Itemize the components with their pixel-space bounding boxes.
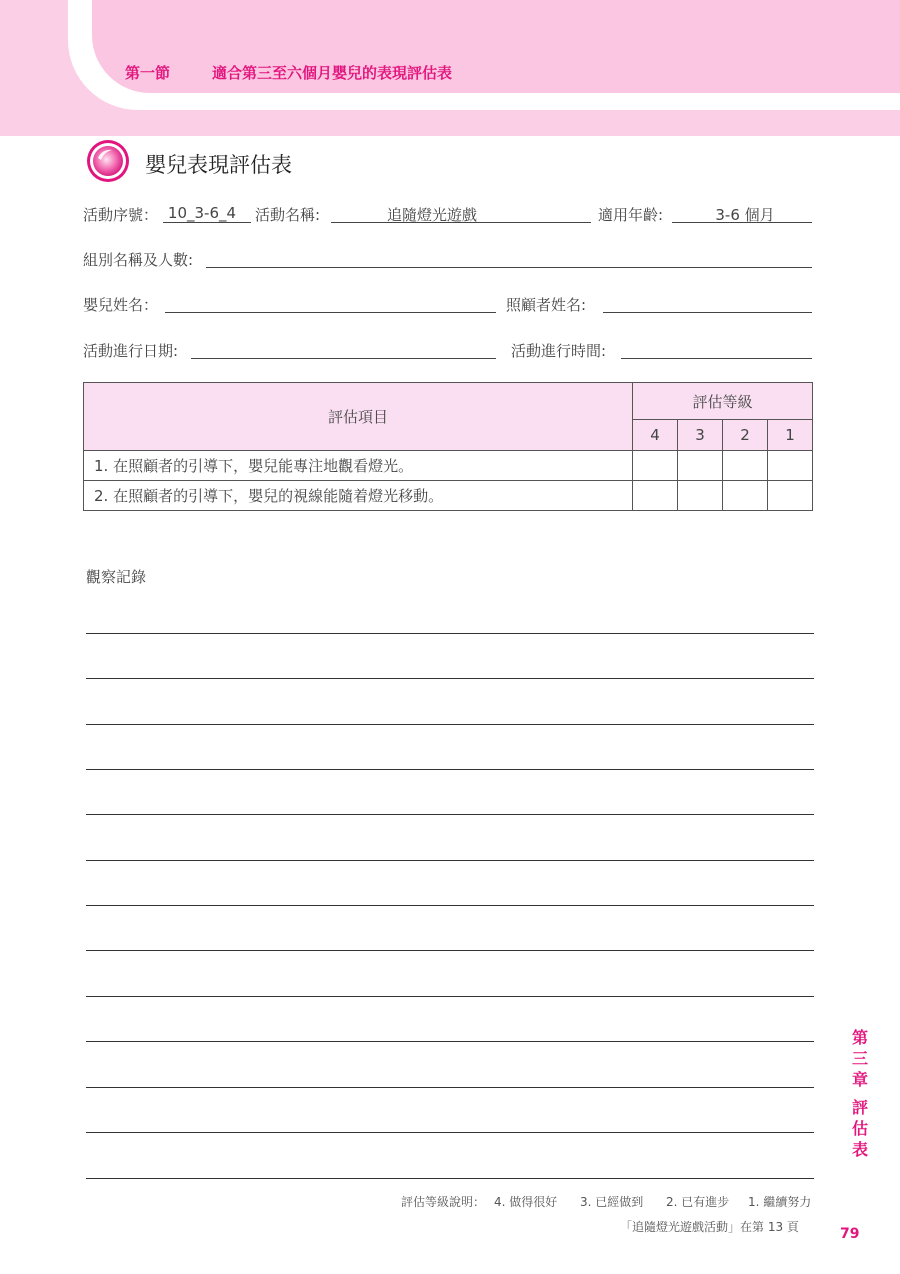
grade-cell[interactable] bbox=[633, 451, 678, 481]
record-line bbox=[86, 769, 814, 770]
grade-cell[interactable] bbox=[723, 481, 768, 511]
age-value: 3-6 個月 bbox=[715, 206, 775, 224]
time-line bbox=[621, 358, 812, 359]
legend-item: 1. 繼續努力 bbox=[748, 1195, 812, 1209]
record-line bbox=[86, 996, 814, 997]
evaluation-table bbox=[83, 382, 813, 511]
side-char: 評 bbox=[851, 1098, 868, 1117]
age-label: 適用年齡: bbox=[598, 206, 664, 224]
table-row bbox=[84, 451, 813, 481]
pink-orb-icon bbox=[86, 139, 130, 183]
side-chapter-tab bbox=[849, 1027, 871, 1090]
item-2: 2. 在照顧者的引導下，嬰兒的視線能隨着燈光移動。 bbox=[84, 481, 633, 511]
grade-cell[interactable] bbox=[678, 451, 723, 481]
record-line bbox=[86, 905, 814, 906]
record-line bbox=[86, 1087, 814, 1088]
activity-name-label: 活動名稱: bbox=[255, 206, 321, 224]
grade-4-header: 4 bbox=[633, 420, 678, 451]
legend-label: 評估等級說明： bbox=[401, 1195, 486, 1209]
activity-no-line bbox=[163, 222, 251, 223]
side-char: 章 bbox=[851, 1070, 868, 1089]
grade-1-header: 1 bbox=[768, 420, 813, 451]
record-line bbox=[86, 1041, 814, 1042]
record-line bbox=[86, 814, 814, 815]
activity-no-label: 活動序號： bbox=[83, 206, 159, 224]
carer-name-label: 照顧者姓名: bbox=[506, 296, 587, 314]
header-section: 第一節 bbox=[125, 64, 171, 82]
table-row bbox=[84, 481, 813, 511]
item-header: 評估項目 bbox=[84, 383, 633, 451]
group-line bbox=[206, 267, 812, 268]
record-line bbox=[86, 633, 814, 634]
record-line bbox=[86, 950, 814, 951]
grade-cell[interactable] bbox=[633, 481, 678, 511]
grade-cell[interactable] bbox=[678, 481, 723, 511]
side-char: 表 bbox=[851, 1140, 868, 1159]
header-title: 適合第三至六個月嬰兒的表現評估表 bbox=[212, 64, 453, 82]
date-label: 活動進行日期: bbox=[83, 342, 179, 360]
record-label: 觀察記錄 bbox=[86, 568, 147, 586]
side-section-tab bbox=[849, 1097, 871, 1160]
grade-3-header: 3 bbox=[678, 420, 723, 451]
page-number: 79 bbox=[840, 1226, 860, 1242]
baby-name-label: 嬰兒姓名： bbox=[83, 296, 159, 314]
activity-no-value: 10_3-6_4 bbox=[167, 204, 237, 222]
record-line bbox=[86, 724, 814, 725]
side-char: 估 bbox=[851, 1119, 868, 1138]
group-label: 組別名稱及人數: bbox=[83, 251, 194, 269]
grade-cell[interactable] bbox=[768, 451, 813, 481]
form-title: 嬰兒表現評估表 bbox=[145, 153, 292, 177]
grade-header: 評估等級 bbox=[633, 383, 813, 420]
grade-2-header: 2 bbox=[723, 420, 768, 451]
record-line bbox=[86, 678, 814, 679]
legend-item: 2. 已有進步 bbox=[666, 1195, 730, 1209]
grade-cell[interactable] bbox=[723, 451, 768, 481]
grade-cell[interactable] bbox=[768, 481, 813, 511]
legend-item: 4. 做得很好 bbox=[494, 1195, 558, 1209]
side-char: 三 bbox=[851, 1049, 868, 1068]
record-line bbox=[86, 860, 814, 861]
page-reference: 「追隨燈光遊戲活動」在第 13 頁 bbox=[620, 1220, 799, 1234]
record-line bbox=[86, 1178, 814, 1179]
time-label: 活動進行時間: bbox=[511, 342, 607, 360]
item-1: 1. 在照顧者的引導下，嬰兒能專注地觀看燈光。 bbox=[84, 451, 633, 481]
side-char: 第 bbox=[851, 1028, 868, 1047]
activity-name-value: 追隨燈光遊戲 bbox=[386, 206, 477, 224]
baby-name-line bbox=[165, 312, 496, 313]
date-line bbox=[191, 358, 496, 359]
legend-item: 3. 已經做到 bbox=[580, 1195, 644, 1209]
carer-name-line bbox=[603, 312, 812, 313]
record-line bbox=[86, 1132, 814, 1133]
